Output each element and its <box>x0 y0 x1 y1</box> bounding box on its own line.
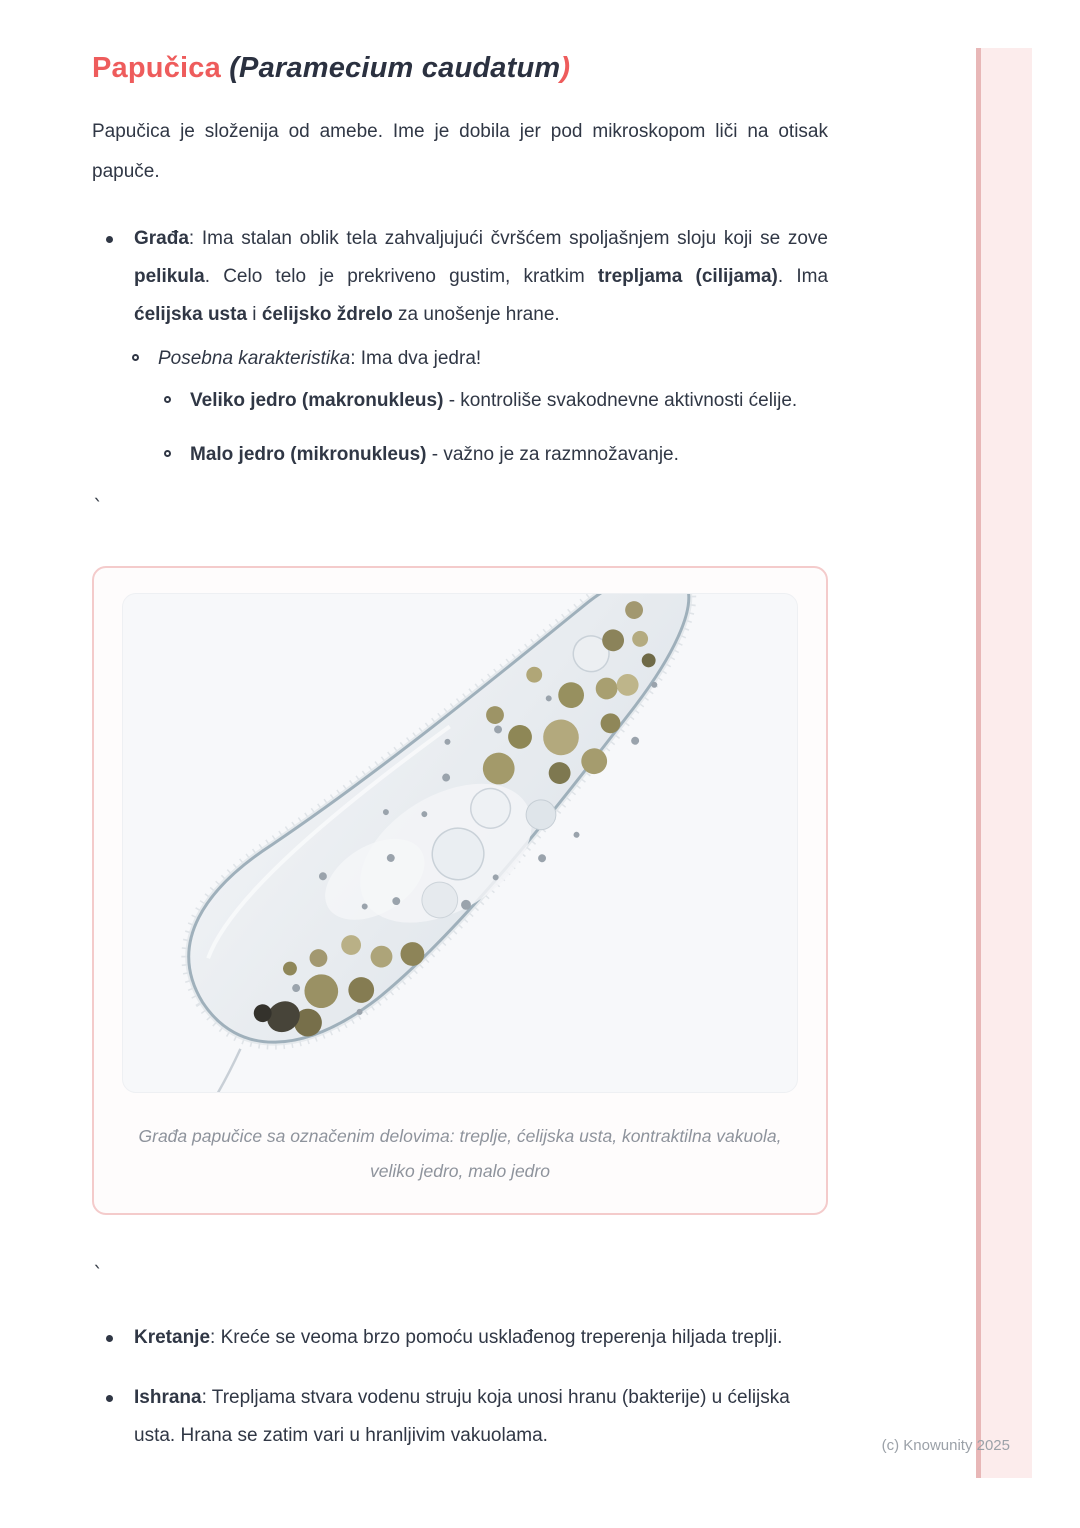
list-item-text: Posebna karakteristika: Ima dva jedra! <box>158 348 482 369</box>
stray-backtick-1: ` <box>92 495 105 519</box>
list-item <box>92 340 828 378</box>
title-common-name: Papučica <box>92 52 230 84</box>
behavior-list <box>92 1319 828 1455</box>
bullet-disc-marker <box>106 236 113 243</box>
structure-list <box>92 220 828 474</box>
list-item-text: Ishrana: Trepljama stvara vodenu struju koja unosi hranu (bakterije) u ćelijska usta. Hrana se zatim vari u hranljivim vakuolama. <box>134 1387 790 1446</box>
figure-caption: Građa papučice sa označenim delovima: treplje, ćelijska usta, kontraktilna vakuola, veliko jedro, malo jedro <box>138 1126 782 1181</box>
list-item <box>92 220 828 334</box>
title-closing-paren: ) <box>560 52 571 84</box>
figure-image-frame <box>122 593 798 1093</box>
paramecium-micrograph <box>123 594 797 1092</box>
decorative-side-stripe <box>976 48 1032 1478</box>
bullet-circle-marker <box>164 450 171 457</box>
list-item-text: Građa: Ima stalan oblik tela zahvaljujući čvršćem spoljašnjem sloju koji se zove pelikula. Celo telo je prekriveno gustim, kratkim trepljama (cilijama). Ima ćelijska usta i ćelijsko ždrelo za unošenje hrane. <box>134 228 829 325</box>
copyright-note: (c) Knowunity 2025 <box>881 1437 1010 1454</box>
bullet-disc-marker <box>106 1335 113 1342</box>
title-latin-name: (Paramecium caudatum <box>229 52 561 84</box>
list-item <box>92 1379 828 1455</box>
page-title <box>92 50 828 86</box>
list-item <box>92 382 828 420</box>
stray-backtick-2: ` <box>92 1262 105 1286</box>
intro-paragraph: Papučica je složenija od amebe. Ime je dobila jer pod mikroskopom liči na otisak papuče. <box>92 121 828 182</box>
list-item-text: Kretanje: Kreće se veoma brzo pomoću usklađenog treperenja hiljada treplji. <box>134 1327 783 1348</box>
list-item-text: Veliko jedro (makronukleus) - kontroliše svakodnevne aktivnosti ćelije. <box>190 390 798 411</box>
bullet-circle-marker <box>132 354 139 361</box>
list-item-text: Malo jedro (mikronukleus) - važno je za razmnožavanje. <box>190 444 679 465</box>
list-item <box>92 1319 828 1357</box>
content-column <box>92 50 828 1477</box>
list-item <box>92 436 828 474</box>
figure-card <box>92 566 828 1215</box>
bullet-circle-marker <box>164 396 171 403</box>
bullet-disc-marker <box>106 1395 113 1402</box>
